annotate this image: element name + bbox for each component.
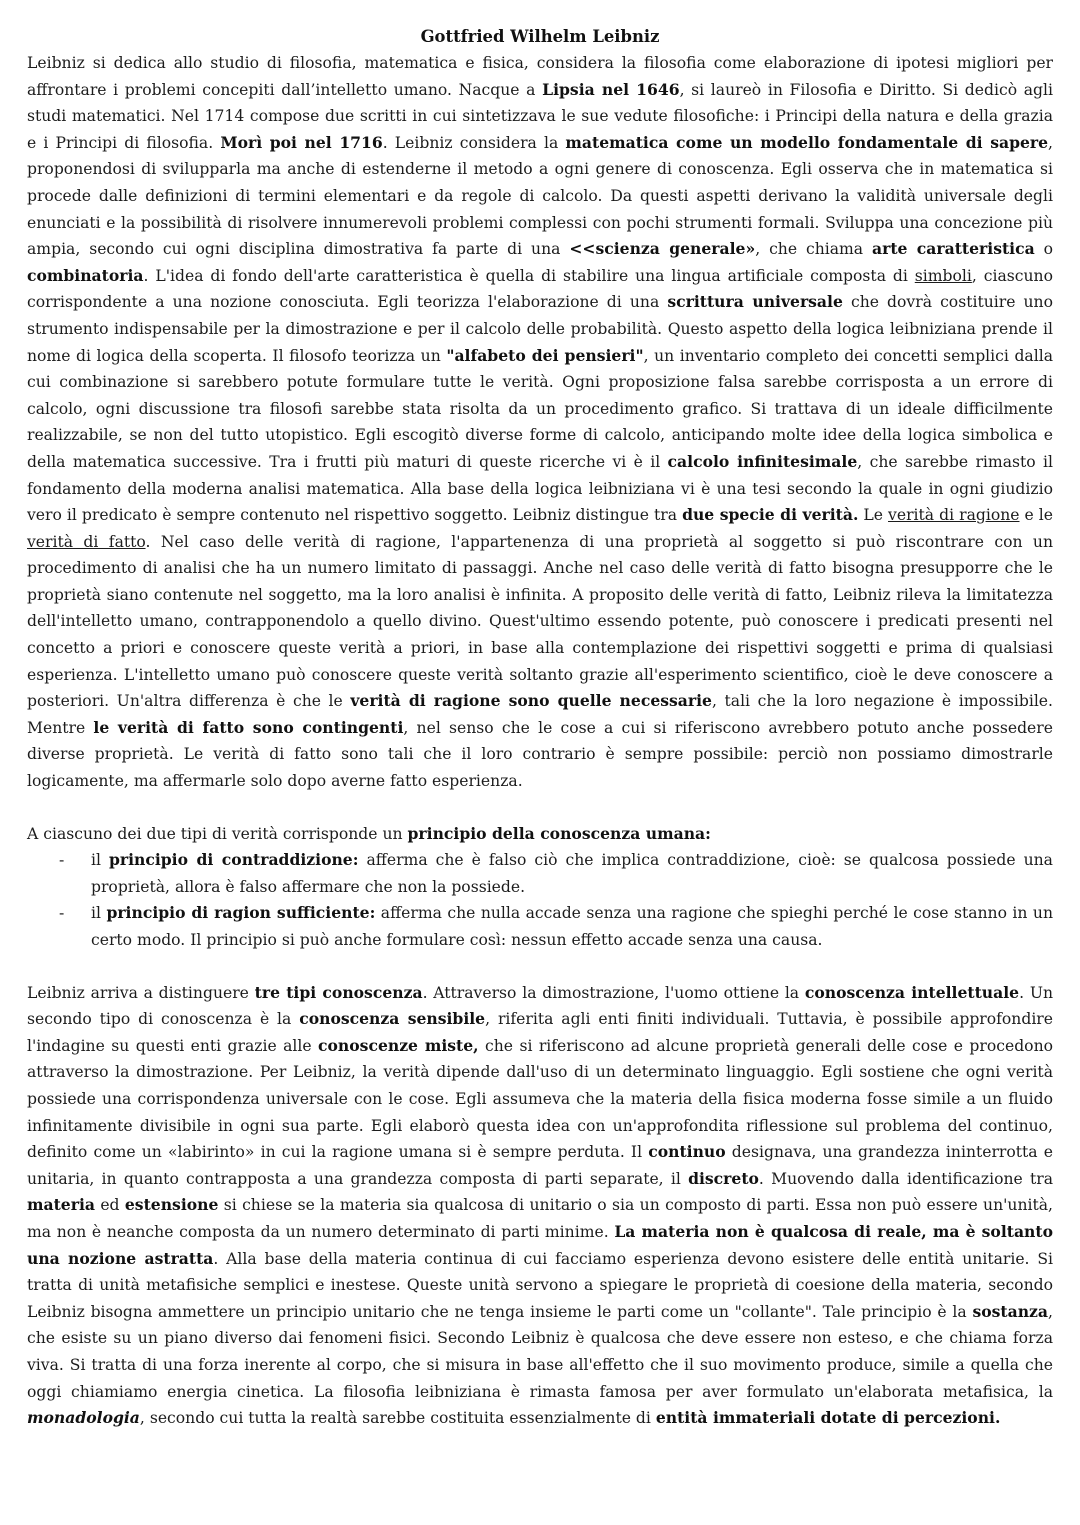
paragraph-spacer (27, 795, 1053, 821)
principles-list (27, 847, 1053, 953)
paragraph-knowledge: Leibniz arriva a distinguere tre tipi conoscenza. Attraverso la dimostrazione, l'uomo ottiene la conoscenza intellettuale. Un secondo tipo di conoscenza è la conoscenza sensibile, riferita agli enti finiti individuali. Tuttavia, è possibile approfondire l'indagine su questi enti grazie alle conoscenze miste, che si riferiscono ad alcune proprietà generali delle cose e procedono attraverso la dimostrazione. Per Leibniz, la verità dipende dall'uso di un determinato linguaggio. Egli sostiene che ogni verità possiede una corrispondenza universale con le cose. Egli assumeva che la materia della fisica moderna fosse simile a un fluido infinitamente divisibile in ogni sua parte. Egli elaborò questa idea con un'approfondita riflessione sul problema del continuo, definito come un «labirinto» in cui la ragione umana si è sempre perduta. Il continuo designava, una grandezza ininterrotta e unitaria, in quanto contrapposta a una grandezza composta di parti separate, il discreto. Muovendo dalla identificazione tra materia ed estensione si chiese se la materia sia qualcosa di unitario o sia un composto di parti. Essa non può essere un'unità, ma non è neanche composta da un numero determinato di parti minime. La materia non è qualcosa di reale, ma è soltanto una nozione astratta. Alla base della materia continua di cui facciamo esperienza devono esistere delle entità unitarie. Si tratta di unità metafisiche semplici e inestese. Queste unità servono a spiegare le proprietà di coesione della materia, secondo Leibniz bisogna ammettere un principio unitario che ne tenga insieme le parti come un "collante". Tale principio è la sostanza, che esiste su un piano diverso dai fenomeni fisici. Secondo Leibniz è qualcosa che deve essere non esteso, e che chiama forza viva. Si tratta di una forza inerente al corpo, che si misura in base all'effetto che il suo movimento produce, simile a quella che oggi chiamiamo energia cinetica. La filosofia leibniziana è rimasta famosa per aver formulato un'elaborata metafisica, la monadologia, secondo cui tutta la realtà sarebbe costituita essenzialmente di entità immateriali dotate di percezioni. (27, 982, 1053, 1428)
list-item-contradiction: - il principio di contraddizione: afferma che è falso ciò che implica contraddizione, cioè: se qualcosa possiede una proprietà, allora è falso affermare che non la possiede. (91, 847, 1053, 900)
bold-term: principio della conoscenza umana: (407, 823, 711, 843)
bold-term: <<scienza generale» (569, 239, 756, 259)
bold-term: combinatoria (27, 265, 144, 285)
bold-term: scrittura universale (667, 292, 843, 312)
bold-term: conoscenza sensibile (299, 1009, 486, 1029)
bold-term: Lipsia nel 1646 (542, 79, 680, 99)
bold-term: tre tipi conoscenza (254, 982, 423, 1002)
list-item-sufficient-reason: - il principio di ragion sufficiente: afferma che nulla accade senza una ragione che spieghi perché le cose stanno in un certo modo. Il principio si può anche formulare così: nessun effetto accade senza una causa. (91, 900, 1053, 953)
bold-term: principio di ragion sufficiente: (106, 903, 376, 923)
bold-term: discreto (688, 1168, 759, 1188)
bold-term: entità immateriali dotate di percezioni. (655, 1408, 1001, 1428)
bold-term: matematica come un modello fondamentale di sapere (565, 132, 1049, 152)
bold-term: calcolo infinitesimale (667, 451, 858, 471)
bold-term: arte caratteristica (872, 239, 1035, 259)
bold-term: le verità di fatto sono contingenti (93, 717, 404, 737)
underlined-term: verità di fatto (27, 532, 146, 551)
bold-term: continuo (648, 1142, 726, 1162)
underlined-term: simboli (914, 266, 972, 285)
bold-term: conoscenze miste, (318, 1035, 479, 1055)
bold-term: conoscenza intellettuale (804, 982, 1020, 1002)
bold-term: sostanza (972, 1301, 1049, 1321)
bold-term: estensione (124, 1195, 219, 1215)
page-title: Gottfried Wilhelm Leibniz (420, 27, 660, 46)
bold-term: principio di contraddizione: (108, 850, 359, 870)
bold-term: verità di ragione sono quelle necessarie (350, 691, 712, 711)
paragraph-spacer (27, 954, 1053, 980)
bold-term: La materia non è qualcosa di reale, ma è soltanto una nozione astratta (27, 1221, 1053, 1268)
underlined-term: verità di ragione (888, 506, 1020, 525)
bold-term: materia (27, 1195, 95, 1215)
paragraph-principles-intro: A ciascuno dei due tipi di verità corrisponde un principio della conoscenza umana: (27, 823, 711, 843)
bold-term: monadologia (27, 1408, 140, 1428)
bold-term: "alfabeto dei pensieri" (446, 345, 644, 365)
bold-term: due specie di verità. (682, 505, 859, 525)
bold-term: Morì poi nel 1716 (220, 132, 383, 152)
paragraph-intro: Leibniz si dedica allo studio di filosofia, matematica e fisica, considera la filosofia come elaborazione di ipotesi migliori per affrontare i problemi concepiti dall’intelletto umano. Nacque a Lipsia nel 1646, si laureò in Filosofia e Diritto. Si dedicò agli studi matematici. Nel 1714 compose due scritti in cui sintetizzava le sue vedute filosofiche: i Principi della natura e della grazia e i Principi di filosofia. Morì poi nel 1716. Leibniz considera la matematica come un modello fondamentale di sapere, proponendosi di svilupparla ma anche di estenderne il metodo a ogni genere di conoscenza. Egli osserva che in matematica si procede dalle definizioni di termini elementari e da regole di calcolo. Da questi aspetti derivano la validità universale degli enunciati e la possibilità di risolvere innumerevoli problemi complessi con pochi strumenti formali. Sviluppa una concezione più ampia, secondo cui ogni disciplina dimostrativa fa parte di una <<scienza generale», che chiama arte caratteristica o combinatoria. L'idea di fondo dell'arte caratteristica è quella di stabilire una lingua artificiale composta di simboli, ciascuno corrispondente a una nozione conosciuta. Egli teorizza l'elaborazione di una scrittura universale che dovrà costituire uno strumento indispensabile per la dimostrazione e per il calcolo delle probabilità. Questo aspetto della logica leibniziana prende il nome di logica della scoperta. Il filosofo teorizza un "alfabeto dei pensieri", un inventario completo dei concetti semplici dalla cui combinazione si sarebbero potute formulare tutte le verità. Ogni proposizione falsa sarebbe corrisposta a un errore di calcolo, ogni discussione tra filosofi sarebbe stata risolta da un procedimento grafico. Si trattava di un ideale difficilmente realizzabile, se non del tutto utopistico. Egli escogitò diverse forme di calcolo, anticipando molte idee della logica simbolica e della matematica successive. Tra i frutti più maturi di queste ricerche vi è il calcolo infinitesimale, che sarebbe rimasto il fondamento della moderna analisi matematica. Alla base della logica leibniziana vi è una tesi secondo la quale in ogni giudizio vero il predicato è sempre contenuto nel rispettivo soggetto. Leibniz distingue tra due specie di verità. Le verità di ragione e le verità di fatto. Nel caso delle verità di ragione, l'appartenenza di una proprietà al soggetto si può riscontrare con un procedimento di analisi che ha un numero limitato di passaggi. Anche nel caso delle verità di fatto bisogna presupporre che le proprietà siano contenute nel soggetto, ma la loro analisi è infinita. A proposito delle verità di fatto, Leibniz rileva la limitatezza dell'intelletto umano, contrapponendolo a quello divino. Quest'ultimo essendo potente, può conoscere i predicati presenti nel concetto a priori e conoscere queste verità a priori, in base alla contemplazione dei rispettivi soggetti e prima di qualsiasi esperienza. L'intelletto umano può conoscere queste verità soltanto grazie all'esperimento scientifico, cioè le deve conoscere a posteriori. Un'altra differenza è che le verità di ragione sono quelle necessarie, tali che la loro negazione è impossibile. Mentre le verità di fatto sono contingenti, nel senso che le cose a cui si riferiscono avrebbero potuto anche possedere diverse proprietà. Le verità di fatto sono tali che il loro contrario è sempre possibile: perciò non possiamo dimostrarle logicamente, ma affermarle solo dopo averne fatto esperienza. (27, 54, 1054, 791)
